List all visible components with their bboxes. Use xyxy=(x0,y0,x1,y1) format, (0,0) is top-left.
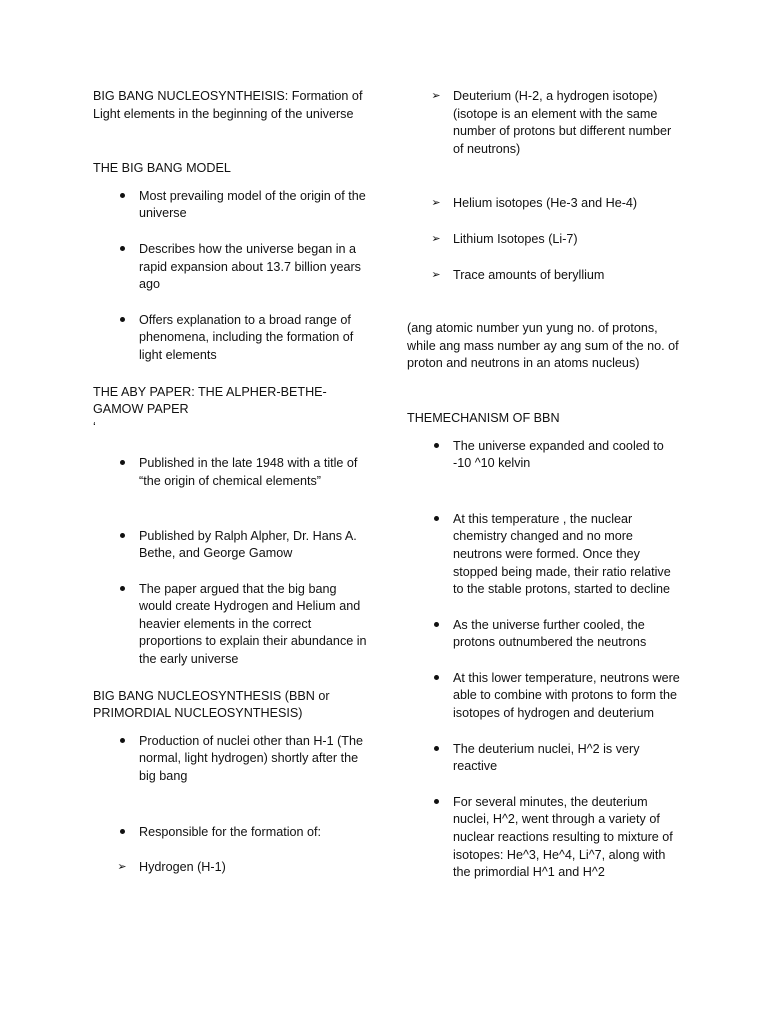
list-item: ➢ Hydrogen (H-1) xyxy=(93,859,368,877)
list-item: Most prevailing model of the origin of the universe xyxy=(93,188,368,223)
bullet-dot-icon xyxy=(429,741,443,759)
list-item: The deuterium nuclei, H^2 is very reactive xyxy=(407,741,682,776)
left-column xyxy=(93,88,368,877)
arrow-bullet-icon: ➢ xyxy=(431,197,441,210)
bullet-dot-icon xyxy=(115,733,129,751)
list-item: At this lower temperature, neutrons were able to combine with protons to form the isotopes of hydrogen and deuterium xyxy=(407,670,682,723)
aby-paper-list xyxy=(93,455,368,668)
bbn-list xyxy=(93,733,368,877)
bullet-dot-icon xyxy=(115,188,129,206)
mechanism-heading: THEMECHANISM OF BBN xyxy=(407,410,560,425)
document-title: BIG BANG NUCLEOSYNTHEISIS: Formation of Light elements in the beginning of the universe xyxy=(93,89,363,121)
arrow-bullet-icon: ➢ xyxy=(431,268,441,281)
list-item: Responsible for the formation of: xyxy=(93,824,368,842)
bullet-dot-icon xyxy=(429,438,443,456)
bbn-heading: BIG BANG NUCLEOSYNTHESIS (BBN or PRIMORDIAL NUCLEOSYNTHESIS) xyxy=(93,688,330,721)
list-item: Published by Ralph Alpher, Dr. Hans A. Bethe, and George Gamow xyxy=(93,528,368,563)
bullet-dot-icon xyxy=(115,312,129,330)
list-item: The paper argued that the big bang would create Hydrogen and Helium and heavier elements in the correct proportions to explain their abundance in the early universe xyxy=(93,581,368,669)
list-item: ➢ Helium isotopes (He-3 and He-4) xyxy=(407,195,682,213)
list-item: As the universe further cooled, the protons outnumbered the neutrons xyxy=(407,617,682,652)
aby-paper-heading: THE ABY PAPER: THE ALPHER-BETHE-GAMOW PAPER xyxy=(93,384,327,417)
bullet-dot-icon xyxy=(429,670,443,688)
list-item: Published in the late 1948 with a title of “the origin of chemical elements” xyxy=(93,455,368,490)
bullet-dot-icon xyxy=(429,794,443,812)
arrow-bullet-icon: ➢ xyxy=(117,861,127,874)
list-item: Describes how the universe began in a rapid expansion about 13.7 billion years ago xyxy=(93,241,368,294)
arrow-bullet-icon: ➢ xyxy=(431,90,441,102)
list-item: The universe expanded and cooled to -10 ^10 kelvin xyxy=(407,438,682,473)
list-item: ➢ Lithium Isotopes (Li-7) xyxy=(407,231,682,249)
list-item: ➢ Trace amounts of beryllium xyxy=(407,267,682,285)
list-item: Production of nuclei other than H-1 (The normal, light hydrogen) shortly after the big bang xyxy=(93,733,368,786)
list-item: At this temperature , the nuclear chemistry changed and no more neutrons were formed. Once they stopped being made, their ratio relative to the stable protons, started to decline xyxy=(407,511,682,599)
list-item: For several minutes, the deuterium nuclei, H^2, went through a variety of nuclear reactions resulting to mixture of isotopes: He^3, He^4, Li^7, along with the primordial H^1 and H^2 xyxy=(407,794,682,882)
atomic-number-note: (ang atomic number yun yung no. of protons, while ang mass number ay ang sum of the no. of proton and neutrons in an atoms nucleus) xyxy=(407,321,679,371)
bullet-dot-icon xyxy=(429,617,443,635)
bullet-dot-icon xyxy=(115,581,129,599)
list-item: Offers explanation to a broad range of phenomena, including the formation of light elements xyxy=(93,312,368,365)
bullet-dot-icon xyxy=(429,511,443,529)
bullet-dot-icon xyxy=(115,241,129,259)
right-column xyxy=(407,88,682,882)
element-list xyxy=(407,88,682,284)
stray-mark: ‘ xyxy=(93,419,96,434)
big-bang-model-list xyxy=(93,188,368,365)
mechanism-list xyxy=(407,438,682,882)
list-item: ➢ Deuterium (H-2, a hydrogen isotope) (isotope is an element with the same number of protons but different number of neutrons) xyxy=(407,88,682,158)
bullet-dot-icon xyxy=(115,824,129,842)
arrow-bullet-icon: ➢ xyxy=(431,232,441,245)
big-bang-model-heading: THE BIG BANG MODEL xyxy=(93,161,231,176)
bullet-dot-icon xyxy=(115,528,129,546)
bullet-dot-icon xyxy=(115,455,129,473)
